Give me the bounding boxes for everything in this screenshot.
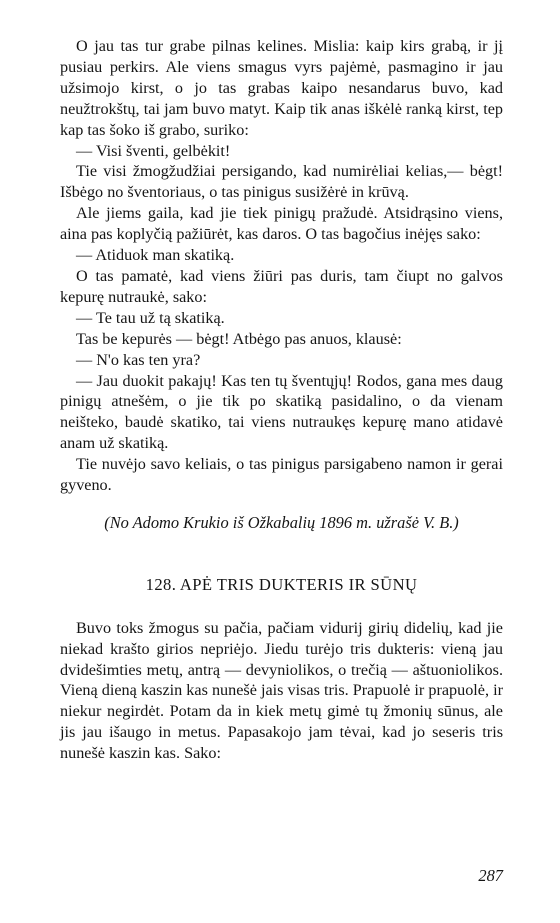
source-note: (No Adomo Krukio iš Ožkabalių 1896 m. užrašė V. B.): [104, 512, 459, 532]
paragraph: Buvo toks žmogus su pačia, pačiam vidurij girių didelių, kad jie niekad krašto girios nepriėjo. Jiedu turėjo tris dukteris: vieną jau dvidešimties metų, antrą — devyniolikos, o trečią — aštuoniolikos. Vieną dieną kaszin kas nunešė jais visas tris. Prapuolė ir prapuolė, ir niekur negirdėt. Potam da in kiek metų gimė tų žmonių sūnus, ale jis jau išaugo in metus. Papasakojo jam tėvai, kad jo seseris tris nunešė kaszin kas. Sako:: [60, 618, 503, 763]
dialogue-line: — Te tau už tą skatiką.: [76, 308, 225, 327]
paragraph: Tie visi žmogžudžiai persigando, kad numirėliai kelias,— bėgt! Išbėgo no šventoriaus, o tas pinigus susižėrė in krūvą.: [60, 162, 503, 202]
dialogue-line: — N'o kas ten yra?: [76, 350, 201, 369]
dialogue-line: — Atiduok man skatiką.: [76, 246, 235, 265]
paragraph: O tas pamatė, kad viens žiūri pas duris, tam čiupt no galvos kepurę nutraukė, sako:: [60, 266, 503, 306]
dialogue-line: — Visi šventi, gelbėkit!: [76, 141, 231, 160]
dialogue-line: — Jau duokit pakajų! Kas ten tų šventųjų! Rodos, gana mes daug pinigų atnešėm, o jie tik po skatiką pasidalino, o da vienam neišteko, baudė skatiko, tai viens nutraukęs kepurę mano atidavė anam už skatiką.: [60, 371, 503, 453]
paragraph: Tas be kepurės — bėgt! Atbėgo pas anuos, klausė:: [76, 329, 402, 348]
page-number: 287: [478, 866, 503, 885]
story-heading: 128. APĖ TRIS DUKTERIS IR SŪNŲ: [145, 574, 418, 594]
page-text: [60, 36, 503, 764]
paragraph: Ale jiems gaila, kad jie tiek pinigų pražudė. Atsidrąsino viens, aina pas koplyčią pažiūrėt, kas daros. O tas bagočius inėjęs sako:: [60, 204, 503, 244]
paragraph: O jau tas tur grabe pilnas kelines. Mislia: kaip kirs grabą, ir jį pusiau perkirs. Ale viens smagus vyrs pajėmė, pasmagino ir jau užsimojo kirst, o jo tas grabas kaipo nesandarus buvo, kad neužtrokštų, tai jam buvo matyt. Kaip tik anas iškėlė ranką kirst, tep kap tas šoko iš grabo, suriko:: [60, 37, 503, 139]
paragraph: Tie nuvėjo savo keliais, o tas pinigus parsigabeno namon ir gerai gyveno.: [60, 455, 503, 495]
